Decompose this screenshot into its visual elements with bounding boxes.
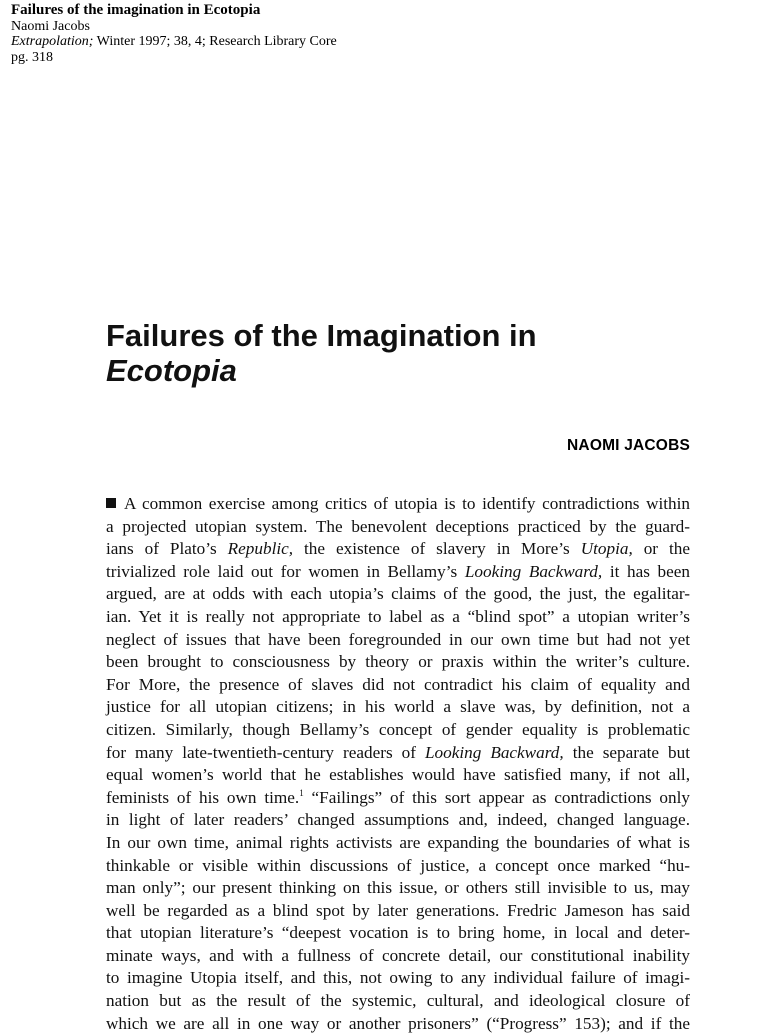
- body-line: argued, are at odds with each utopia’s claims of the good, the just, the egalitar-: [106, 584, 690, 604]
- body-line: feminists of his own time.$^1$ “Failings” of this sort appear as contradictions only: [106, 787, 690, 807]
- body-line: in light of later readers’ changed assumptions and, indeed, changed language.: [106, 810, 690, 830]
- body-line: which we are all in one way or another prisoners” (“Progress” 153); and if the: [106, 1013, 690, 1033]
- body-line: neglect of issues that have been foregrounded in our own time but had not yet: [106, 629, 690, 649]
- citation-page: pg. 318: [11, 49, 53, 65]
- article-title-line1: Failures of the Imagination in: [106, 318, 537, 353]
- article-body: [106, 493, 690, 1035]
- body-line: justice for all utopian citizens; in his world a slave was, by definition, not a: [106, 697, 690, 717]
- body-line: minate ways, and with a fullness of concrete detail, our constitutional inability: [106, 945, 690, 965]
- square-bullet-icon: [106, 498, 116, 508]
- body-line: ian. Yet it is really not appropriate to label as a “blind spot” a utopian writer’s: [106, 606, 690, 626]
- body-line: trivialized role laid out for women in Bellamy’s Looking Backward, it has been: [106, 561, 690, 581]
- citation-header: [11, 3, 337, 65]
- body-line: ians of Plato’s Republic, the existence of slavery in More’s Utopia, or the: [106, 539, 690, 559]
- body-line: for many late-twentieth-century readers of Looking Backward, the separate but: [106, 742, 690, 762]
- body-line: A common exercise among critics of utopia is to identify contradictions within: [106, 493, 690, 516]
- body-line: a projected utopian system. The benevolent deceptions practiced by the guard-: [106, 516, 690, 536]
- citation-title: Failures of the imagination in Ecotopia: [11, 2, 261, 18]
- body-line: equal women’s world that he establishes would have satisfied many, if not all,: [106, 765, 690, 785]
- body-line: man only”; our present thinking on this issue, or others still invisible to us, may: [106, 878, 690, 898]
- footnote-marker: 1: [299, 787, 304, 798]
- body-line: citizen. Similarly, though Bellamy’s concept of gender equality is problematic: [106, 719, 690, 739]
- body-line: In our own time, animal rights activists are expanding the boundaries of what is: [106, 832, 690, 852]
- body-line: been brought to consciousness by theory or praxis within the writer’s culture.: [106, 652, 690, 672]
- citation-author: Naomi Jacobs: [11, 18, 90, 34]
- body-line: to imagine Utopia itself, and this, not owing to any individual failure of imagi-: [106, 968, 690, 988]
- article-title: [106, 318, 706, 388]
- article-author: NAOMI JACOBS: [567, 437, 690, 454]
- journal-name: Extrapolation;: [11, 34, 94, 49]
- article-title-line2: Ecotopia: [106, 353, 237, 388]
- body-line: that utopian literature’s “deepest vocation is to bring home, in local and deter-: [106, 923, 690, 943]
- body-line: thinkable or visible within discussions of justice, a concept once marked “hu-: [106, 855, 690, 875]
- body-line: For More, the presence of slaves did not contradict his claim of equality and: [106, 674, 690, 694]
- body-line: well be regarded as a blind spot by later generations. Fredric Jameson has said: [106, 900, 690, 920]
- journal-issue: Winter 1997; 38, 4; Research Library Core: [93, 34, 337, 49]
- body-line: nation but as the result of the systemic, cultural, and ideological closure of: [106, 991, 690, 1011]
- citation-source: [11, 34, 337, 50]
